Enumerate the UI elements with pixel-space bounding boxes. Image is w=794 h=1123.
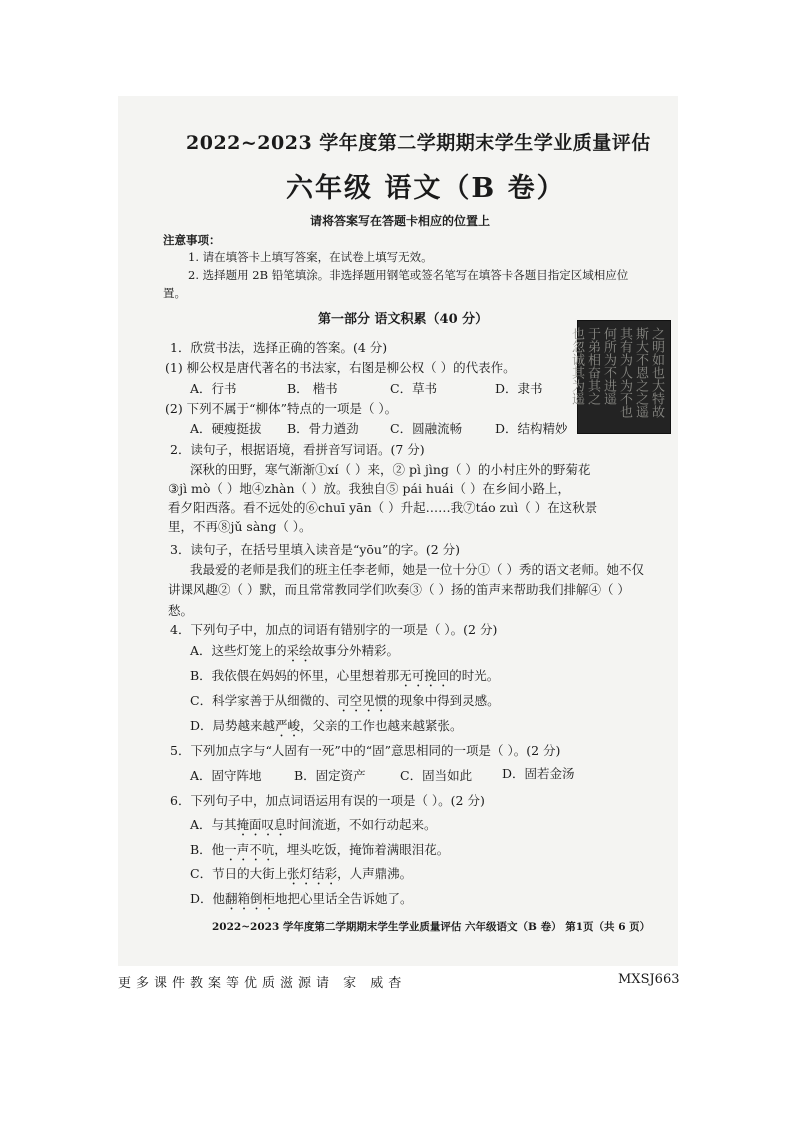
calligraphy-column: 于弟相奋其之 xyxy=(585,327,600,405)
q2-line-4: 里，不再⑧jǔ sàng（ ）。 xyxy=(168,519,312,534)
q2-line-1: 深秋的田野，寒气渐渐①xí（ ）来，② pì jìng（ ）的小村庄外的野菊花 xyxy=(190,462,591,477)
q4-option-a: A．这些灯笼上的采绘故事分外精彩。 xyxy=(190,643,400,658)
q1-sub2-option-a: A．硬瘦挺拔 xyxy=(190,421,262,436)
q5-option-d: D．固若金汤 xyxy=(502,766,575,781)
q1-stem: 1．欣赏书法，选择正确的答案。(4 分) xyxy=(170,340,388,355)
q6-option-a: A．与其掩面叹息时间流逝，不如行动起来。 xyxy=(190,817,437,832)
q1-sub2-option-b: B．骨力遒劲 xyxy=(287,421,359,436)
calligraphy-image xyxy=(569,320,671,434)
q2-stem: 2．读句子，根据语境，看拼音写词语。(7 分) xyxy=(170,442,425,457)
q4-stem: 4．下列句子中，加点的词语有错别字的一项是（ ）。(2 分) xyxy=(170,622,498,637)
calligraphy-column: 其有为人为不也 xyxy=(617,327,632,418)
q2-line-3: 看夕阳西落。看不远处的⑥chuī yān（ ）升起……我⑦táo zuì（ ）在这秋景 xyxy=(168,500,598,515)
dotted-word: 无可挽回 xyxy=(399,668,450,683)
dotted-word: 司空见惯 xyxy=(337,693,388,708)
dotted-word: 张灯结彩 xyxy=(287,866,338,881)
q1-sub2-option-c: C．圆融流畅 xyxy=(390,421,463,436)
q6-stem: 6．下列句子中，加点词语运用有误的一项是（ ）。(2 分) xyxy=(170,793,485,808)
calligraphy-column: 何所为不进遥 xyxy=(601,327,616,405)
q1-sub1-option-d: D．隶书 xyxy=(495,381,543,396)
notice-item-2-cont: 置。 xyxy=(163,286,186,300)
q6-option-b: B．他一声不吭，埋头吃饭，掩饰着满眼泪花。 xyxy=(190,842,450,857)
page-footer: 2022~2023 学年度第二学期期末学生学业质量评估 六年级语文（B 卷） 第1页（共 6 页） xyxy=(212,921,651,933)
calligraphy-column: 也忽诚其为遥 xyxy=(569,327,584,405)
q6-option-c: C．节日的大街上张灯结彩，人声鼎沸。 xyxy=(190,866,413,881)
q3-line-1: 我最爱的老师是我们的班主任李老师，她是一位十分①（ ）秀的语文老师。她不仅 xyxy=(190,562,644,577)
promo-text: 更多课件教案等优质滋源请 家 威杳 xyxy=(118,976,407,991)
dotted-word: 翻箱倒柜 xyxy=(225,891,276,906)
q1-sub1-option-a: A．行书 xyxy=(190,381,237,396)
q1-sub1-option-b: B． 楷书 xyxy=(287,381,338,396)
q2-line-2: ③jì mò（ ）地④zhàn（ ）放。我独自⑤ pái huái（ ）在乡间小路上， xyxy=(168,481,570,496)
q4-option-d: D．局势越来越严峻，父亲的工作也越来越紧张。 xyxy=(190,718,463,733)
dotted-word: 掩面叹息 xyxy=(236,817,287,832)
q5-stem: 5．下列加点字与“人固有一死”中的“固”意思相同的一项是（ ）。(2 分) xyxy=(170,743,561,758)
notice-heading: 注意事项： xyxy=(163,233,221,247)
q3-line-3: 愁。 xyxy=(168,603,194,618)
answer-instruction: 请将答案写在答题卡相应的位置上 xyxy=(310,214,491,228)
q4-option-b: B．我依偎在妈妈的怀里，心里想着那无可挽回的时光。 xyxy=(190,668,500,683)
q1-sub1-option-c: C．草书 xyxy=(390,381,438,396)
q1-sub1: (1) 柳公权是唐代著名的书法家，右图是柳公权（ ）的代表作。 xyxy=(165,360,516,375)
q4-option-c: C．科学家善于从细微的、司空见惯的现象中得到灵感。 xyxy=(190,693,500,708)
dotted-word: 采绘 xyxy=(286,643,312,658)
dotted-word: 一声不吭 xyxy=(224,842,275,857)
promo-code: MXSJ663 xyxy=(618,972,680,987)
notice-item-2: 2. 选择题用 2B 铅笔填涂。非选择题用钢笔或签名笔写在填答卡各题目指定区域相应位 xyxy=(188,268,629,282)
q5-option-c: C．固当如此 xyxy=(400,768,473,783)
q3-line-2: 讲课风趣②（ ）默，而且常常教同学们吹奏③（ ）扬的笛声来帮助我们排解④（ ） xyxy=(168,582,630,597)
exam-title: 2022~2023 学年度第二学期期末学生学业质量评估 xyxy=(186,132,651,154)
calligraphy-column: 之明如也大特故 xyxy=(649,327,664,418)
part1-heading: 第一部分 语文积累（40 分） xyxy=(318,312,489,327)
dotted-word: 严峻 xyxy=(275,718,301,733)
notice-item-1: 1. 请在填答卡上填写答案，在试卷上填写无效。 xyxy=(188,250,433,264)
exam-subtitle: 六年级 语文（B 卷） xyxy=(286,173,566,204)
q5-option-b: B．固定资产 xyxy=(294,768,366,783)
calligraphy-column: 斯大不恩之之遥 xyxy=(633,327,648,418)
q3-stem: 3．读句子，在括号里填入读音是“yōu”的字。(2 分) xyxy=(170,542,461,557)
q6-option-d: D．他翻箱倒柜地把心里话全告诉她了。 xyxy=(190,891,413,906)
q5-option-a: A．固守阵地 xyxy=(190,768,262,783)
q1-sub2: (2) 下列不属于“柳体”特点的一项是（ ）。 xyxy=(165,401,398,416)
q1-sub2-option-d: D．结构精妙 xyxy=(495,421,568,436)
